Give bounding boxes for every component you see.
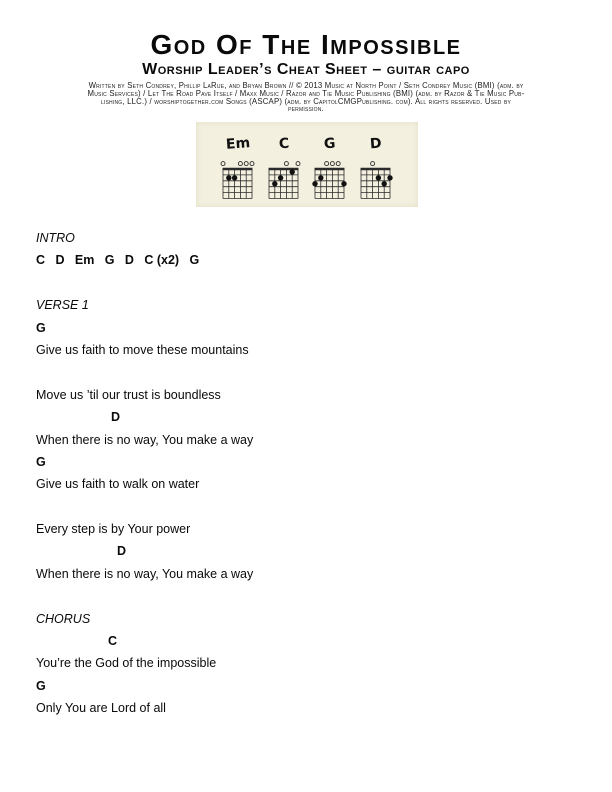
chord-fretboard-grid [266,159,302,201]
finger-dot [278,175,283,180]
lyric-line: Move us ’til our trust is boundless [36,387,221,402]
chord-line: D [117,544,127,559]
finger-dot [312,181,317,186]
credits-line: Written by Seth Condrey, Phillip LaRue, and Bryan Brown // © 2013 Music at North Point / Seth Condrey Music (BMI) (adm. by [88,81,524,90]
lyrics-chord-sheet [36,227,581,720]
chord-fretboard-grid [358,159,394,201]
chord-diagram-g [308,131,352,207]
lyric-line: Every step is by Your power [36,522,191,537]
open-string-marker [336,162,340,166]
chord-diagram-d [354,131,398,207]
chord-diagram-c [262,131,306,207]
section-heading: CHORUS [36,611,91,626]
chord-name-label: Em [225,135,251,153]
page-subtitle: Worship Leader’s Cheat Sheet – guitar capo [142,61,470,78]
finger-dot [290,169,295,174]
finger-dot [341,181,346,186]
open-string-marker [250,162,254,166]
spacer-line [36,272,581,294]
section-heading: INTRO [36,231,75,245]
spacer-line [36,361,581,383]
chord-line: G [36,320,46,335]
spacer-line [36,585,581,607]
open-string-marker [325,162,329,166]
copyright-credits [30,82,582,113]
credits-line: Music Services) / Let The Road Pave Itself / Maxx Music / Razor and Tie Music Publishing (BMI) (adm. by Razor & Tie Music Pub- [87,88,525,98]
lyric-line: Give us faith to walk on water [36,477,200,492]
lyric-line: You’re the God of the impossible [36,656,217,671]
finger-dot [226,175,231,180]
credits-line: lishing, LLC.) / worshiptogether.com Songs (ASCAP) (adm. by CapitolCMGPublishing. com). All rights reserved. Used by [100,96,512,106]
lyric-line: Only You are Lord of all [36,701,166,716]
section-heading: VERSE 1 [36,298,89,313]
lyric-line: Give us faith to move these mountains [36,342,249,357]
chord-line: G [36,454,46,469]
chord-name-label: G [323,135,337,153]
open-string-marker [238,162,242,166]
lyric-line: When there is no way, You make a way [36,432,254,447]
chord-line: D [111,410,121,425]
finger-dot [382,181,387,186]
open-string-marker [330,162,334,166]
open-string-marker [244,162,248,166]
spacer-line [36,496,581,518]
chord-line: C D Em G D C (x2) G [36,253,200,268]
finger-dot [376,175,381,180]
chord-fretboard-grid [312,159,348,201]
chord-line: G [36,678,46,693]
finger-dot [232,175,237,180]
chord-name-label: D [369,135,383,153]
open-string-marker [371,162,375,166]
page-title: God Of The Impossible [150,29,462,60]
open-string-marker [221,162,225,166]
finger-dot [318,175,323,180]
finger-dot [272,181,277,186]
chord-line: C [108,634,118,649]
page-header [0,31,612,113]
chord-fretboard-grid [220,159,256,201]
chord-diagram-em [216,131,260,207]
finger-dot [387,175,392,180]
open-string-marker [296,162,300,166]
lyric-line: When there is no way, You make a way [36,566,254,581]
chord-diagrams-panel [196,122,418,207]
open-string-marker [284,162,288,166]
chord-name-label: C [278,135,290,153]
credits-line: permission. [288,104,324,114]
